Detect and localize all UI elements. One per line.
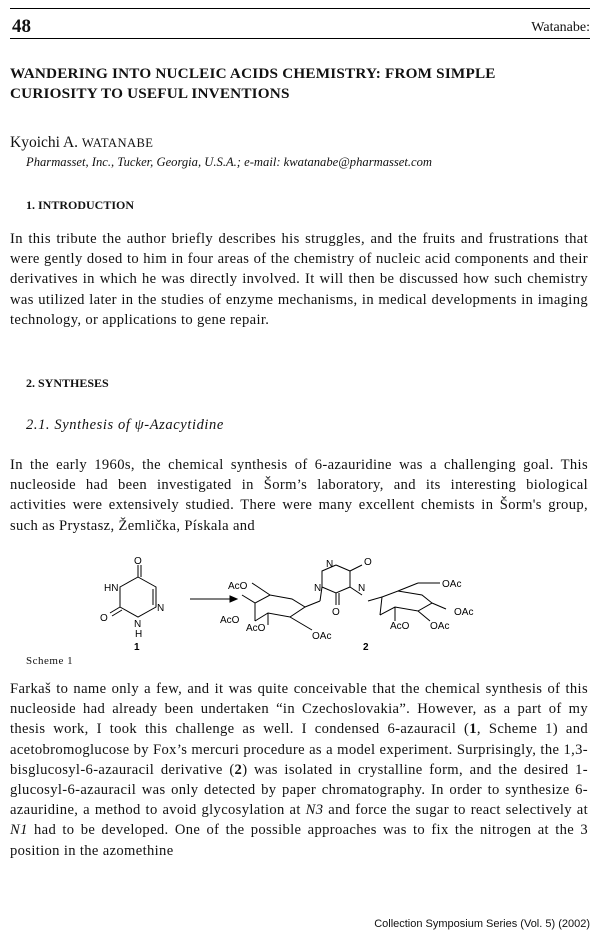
paragraph-synthesis-2 — [10, 679, 588, 861]
atom-o-3: O — [364, 557, 372, 568]
para3-text-4: and force the sugar to react selectively at — [323, 802, 588, 819]
subsection-heading — [26, 417, 224, 434]
acetoxy-6: AcO — [390, 621, 410, 632]
compound-1-number: 1 — [134, 642, 140, 653]
compound-2-number: 2 — [363, 642, 369, 653]
subsection-number: 2.1. — [26, 417, 55, 433]
atom-o-2: O — [100, 613, 108, 624]
atom-n-2: N — [134, 619, 142, 630]
acetoxy-8: OAc — [454, 607, 474, 618]
section-heading-introduction: 1. INTRODUCTION — [26, 198, 135, 212]
position-n1: N1 — [10, 822, 28, 839]
journal-footer: Collection Symposium Series (Vol. 5) (2002) — [374, 918, 590, 930]
atom-n-5: N — [358, 583, 366, 594]
author-name — [10, 134, 153, 152]
para3-text-1: Farkaš to name only a few, and it was quite conceivable that the chemical synthesis of this nucleoside had already been undertaken “in Czechoslovakia”. However, as a part of my thesis work, I took this challenge as well. I condensed 6-azauracil ( — [10, 681, 588, 738]
atom-n-3: N — [326, 559, 334, 570]
acetoxy-7: OAc — [430, 621, 450, 632]
scheme-1-structures — [100, 555, 520, 655]
para3-text-3: ) was isolated in crystalline form, and the desired 1-glucosyl-6-azauracil was only detected by paper chromatography. In order to synthesize 6-azauridine, a method to avoid glycosylation at — [10, 761, 588, 819]
atom-n-4: N — [314, 583, 322, 594]
compound-2-structure — [242, 565, 446, 630]
article-title: WANDERING INTO NUCLEIC ACIDS CHEMISTRY: FROM SIMPLE CURIOSITY TO USEFUL INVENTIONS — [10, 65, 496, 102]
author-affiliation: Pharmasset, Inc., Tucker, Georgia, U.S.A.; e-mail: kwatanabe@pharmasset.com — [26, 155, 433, 169]
page-number: 48 — [12, 16, 31, 37]
para3-text-5: had to be developed. One of the possible approaches was to fix the nitrogen at the 3 position in the azomethine — [10, 822, 588, 859]
running-head: Watanabe: — [531, 20, 590, 35]
atom-n-1: N — [157, 603, 165, 614]
atom-hn: HN — [104, 583, 119, 594]
reaction-arrow — [190, 596, 237, 602]
atom-o-1: O — [134, 556, 142, 567]
position-n3: N3 — [305, 802, 324, 819]
paragraph-synthesis-1: In the early 1960s, the chemical synthesis of 6-azauridine was a challenging goal. This nucleoside had been investigated in Šorm’s laboratory, and its interesting biological activities were extensively studied. There were many excellent chemists in Šorm's group, such as Prystasz, Žemlička, Pískala and — [10, 457, 588, 534]
acetoxy-1: AcO — [228, 581, 248, 592]
section-heading-syntheses: 2. SYNTHESES — [26, 376, 109, 390]
paragraph-introduction: In this tribute the author briefly describes his struggles, and the fruits and frustrations that were gently dosed to him in four areas of the chemistry of nucleic acid components and their derivatives in which he was directly involved. It will then be discussed how such chemistry was utilized later in the studies of enzyme mechanisms, in medical developments in imaging technology, or applications to gene repair. — [10, 231, 588, 328]
atom-o-4: O — [332, 607, 340, 618]
acetoxy-2: AcO — [220, 615, 240, 626]
page-header — [10, 6, 590, 39]
author-last: WATANABE — [81, 136, 154, 150]
compound-ref-1: 1 — [469, 721, 477, 738]
scheme-label: Scheme 1 — [26, 655, 74, 667]
para3-text-2: , Scheme 1) and acetobromoglucose by Fox’s mercuri procedure as a model experiment. Surprisingly, the 1,3-bisglucosyl-6-azauracil derivative ( — [10, 721, 588, 778]
acetoxy-5: OAc — [442, 579, 462, 590]
atom-h: H — [135, 629, 143, 640]
acetoxy-3: AcO — [246, 623, 266, 634]
subsection-title: Synthesis of ψ-Azacytidine — [54, 417, 224, 433]
acetoxy-4: OAc — [312, 631, 332, 642]
compound-ref-2: 2 — [234, 761, 243, 778]
author-first: Kyoichi A. — [10, 134, 82, 151]
